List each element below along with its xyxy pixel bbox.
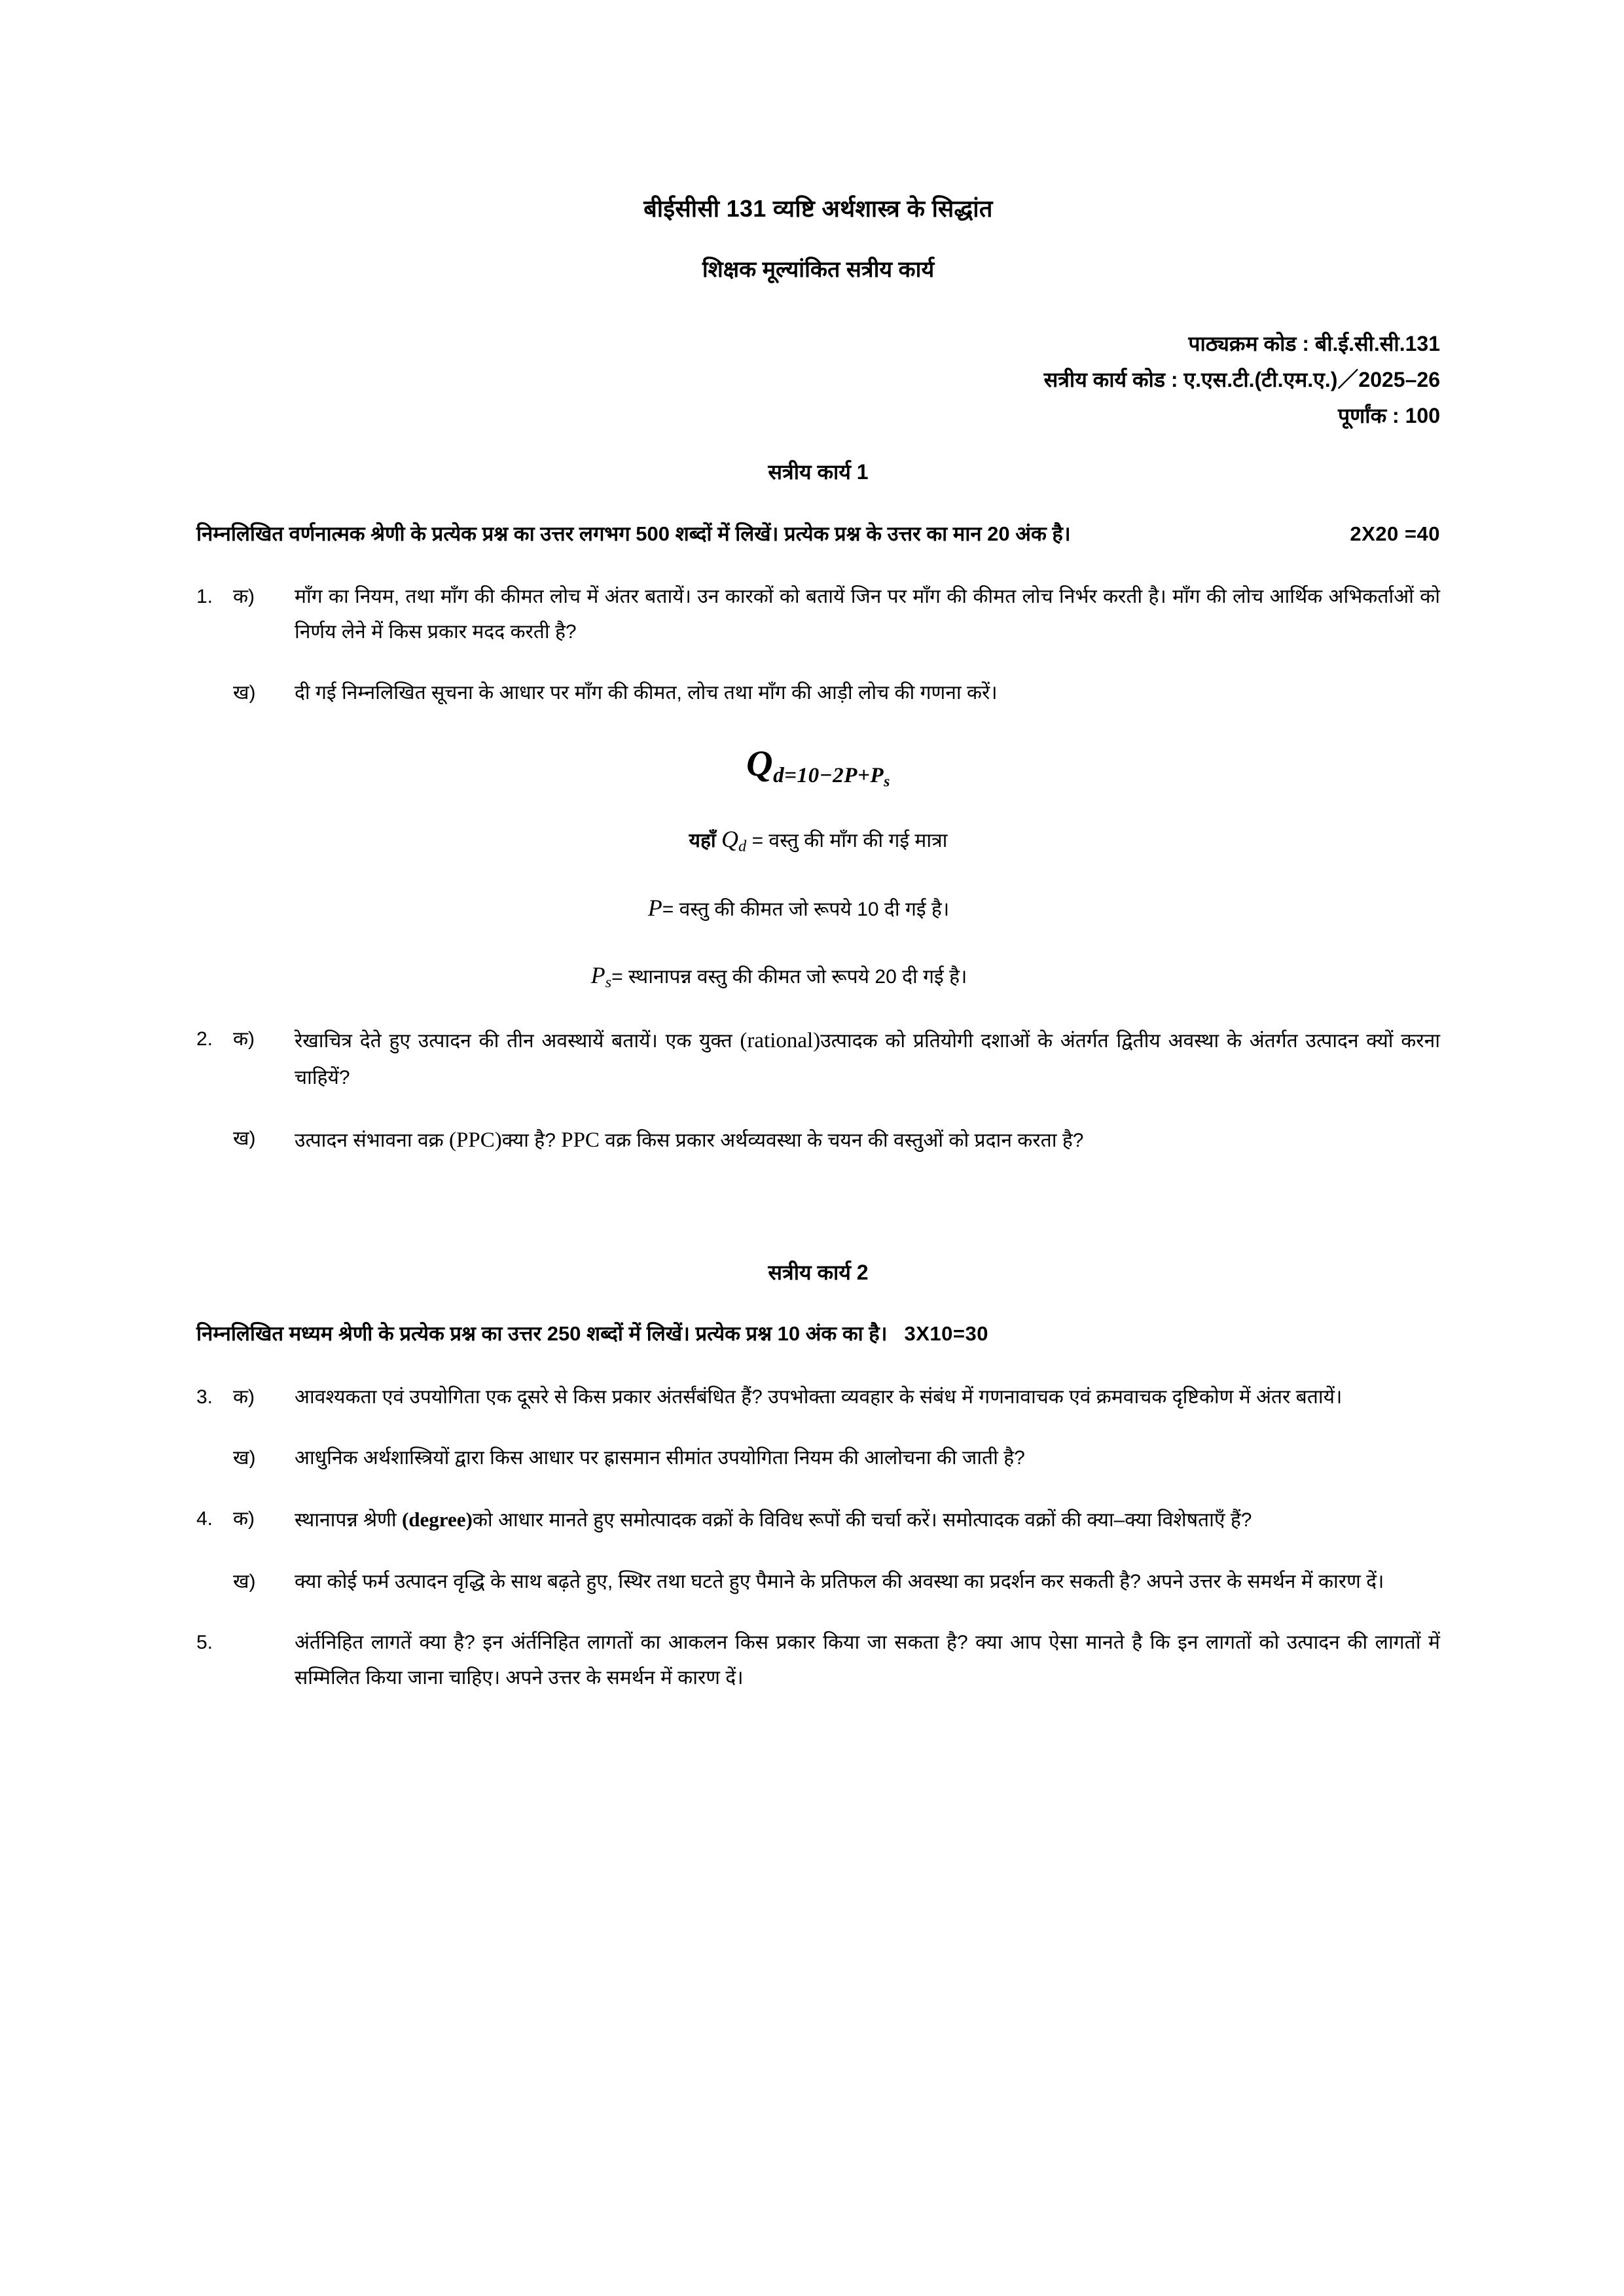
variable-qd-subscript: d xyxy=(738,837,747,855)
assignment-code-line: सत्रीय कार्य कोड : ए.एस.टी.(टी.एम.ए.)／2025–26 xyxy=(1043,367,1440,391)
equation-q-subscript: d=10−2P+P xyxy=(773,762,884,787)
question-2-a xyxy=(196,1022,1440,1095)
document-content xyxy=(196,0,1440,1695)
meta-block xyxy=(196,326,1440,434)
variable-p-description: = वस्तु की कीमत जो रूपये 10 दी गई है। xyxy=(662,898,950,920)
equation-qd-definition xyxy=(196,821,1440,859)
total-marks-line: पूर्णांक : 100 xyxy=(1337,403,1440,427)
question-text: दी गई निम्नलिखित सूचना के आधार पर माँग की कीमत, लोच तथा माँग की आड़ी लोच की गणना करें। xyxy=(295,681,998,704)
question-text: माँग का नियम, तथा माँग की कीमत लोच में अंतर बतायें। उन कारकों को बतायें जिन पर माँग की कीमत लोच निर्भर करती है। माँग की लोच आर्थिक अभिकर्ताओं को निर्णय लेने में किस प्रकार मदद करती है? xyxy=(295,586,1440,643)
question-text-part-1: रेखाचित्र देते हुए उत्पादन की तीन अवस्थायें बतायें। एक युक्त xyxy=(295,1030,740,1052)
question-2-b xyxy=(196,1121,1440,1160)
assignment-2-instruction-text: निम्नलिखित मध्यम श्रेणी के प्रत्येक प्रश्न का उत्तर 250 शब्दों में लिखें। प्रत्येक प्रश्न 10 अंक का है। xyxy=(196,1321,888,1345)
question-text-part-2: को आधार मानते हुए समोत्पादक वक्रों के विविध रूपों की चर्चा करें। समोत्पादक वक्रों की क्या–क्या विशेषताएँ हैं? xyxy=(472,1509,1252,1532)
question-letter: ख) xyxy=(233,1570,256,1592)
equation-p-definition xyxy=(196,889,1440,927)
question-1-a xyxy=(196,579,1440,649)
variable-p: P xyxy=(647,894,662,921)
question-number: 1. xyxy=(196,586,213,608)
question-letter: क) xyxy=(233,586,255,608)
question-number: 4. xyxy=(196,1508,213,1530)
question-text-part-3: वक्र किस प्रकार अर्थव्यवस्था के चयन की वस्तुओं को प्रदान करता है? xyxy=(599,1130,1084,1151)
question-4-a xyxy=(196,1501,1440,1537)
page-title: बीईसीसी 131 व्यष्टि अर्थशास्त्र के सिद्धांत xyxy=(643,195,993,222)
equation-q-symbol: Q xyxy=(746,744,774,785)
question-letter: क) xyxy=(233,1508,255,1530)
variable-qd xyxy=(721,826,747,855)
variable-ps-letter: P xyxy=(590,962,605,989)
variable-qd-letter: Q xyxy=(721,826,738,853)
question-text: अंर्तनिहित लागतें क्या है? इन अंर्तनिहित लागतों का आकलन किस प्रकार किया जा सकता है? क्या आप ऐसा मानते है कि इन लागतों को उत्पादन की लागतों में सम्मिलित किया जाना चाहिए। अपने उत्तर के समर्थन में कारण दें। xyxy=(295,1632,1440,1689)
question-term-ppc-2: PPC xyxy=(561,1128,600,1152)
question-4-b xyxy=(196,1564,1440,1599)
assignment-2-heading: सत्रीय कार्य 2 xyxy=(768,1260,869,1284)
question-term-rational: (rational) xyxy=(740,1028,821,1052)
where-label: यहाँ xyxy=(689,830,716,852)
question-text xyxy=(295,1022,1440,1095)
assignment-1-heading: सत्रीय कार्य 1 xyxy=(768,459,869,484)
question-letter: क) xyxy=(233,1028,255,1050)
variable-qd-description: = वस्तु की माँग की गई मात्रा xyxy=(751,830,948,852)
assignment-1-marks: 2X20 =40 xyxy=(1350,522,1440,545)
assignment-2-marks: 3X10=30 xyxy=(904,1321,988,1345)
question-text-part-2: उत्पादक को प्रतियोगी दशाओं के अंतर्गत द्वितीय अवस्था के अंतर्गत उत्पादन क्यों करना चाहियें? xyxy=(295,1030,1440,1088)
question-letter: ख) xyxy=(233,681,256,704)
question-text: आवश्यकता एवं उपयोगिता एक दूसरे से किस प्रकार अंतर्संबंधित हैं? उपभोक्ता व्यवहार के संबंध में गणनावाचक एवं क्रमवाचक दृष्टिकोण में अंतर बतायें। xyxy=(295,1386,1343,1408)
variable-ps-description: = स्थानापन्न वस्तु की कीमत जो रूपये 20 दी गई है। xyxy=(611,966,967,988)
assignment-1-instruction-text: निम्नलिखित वर्णनात्मक श्रेणी के प्रत्येक प्रश्न का उत्तर लगभग 500 शब्दों में लिखें। प्रत्येक प्रश्न के उत्तर का मान 20 अंक है। xyxy=(196,522,1071,545)
question-3-b xyxy=(196,1441,1440,1475)
demand-equation xyxy=(196,743,1440,791)
question-text-part-2: क्या है? xyxy=(501,1130,562,1151)
equation-ps-definition xyxy=(196,957,1440,996)
question-text: आधुनिक अर्थशास्त्रियों द्वारा किस आधार पर ह्रासमान सीमांत उपयोगिता नियम की आलोचना की जाती है? xyxy=(295,1447,1025,1469)
question-term-degree: (degree) xyxy=(401,1508,473,1532)
question-letter: ख) xyxy=(233,1447,256,1469)
question-number: 3. xyxy=(196,1386,213,1408)
question-text-part-1: स्थानापन्न श्रेणी xyxy=(295,1509,402,1532)
variable-ps xyxy=(590,962,612,992)
question-3-a xyxy=(196,1380,1440,1414)
question-text: क्या कोई फर्म उत्पादन वृद्धि के साथ बढ़ते हुए, स्थिर तथा घटते हुए पैमाने के प्रतिफल की अवस्था का प्रदर्शन कर सकती है? अपने उत्तर के समर्थन में कारण दें। xyxy=(295,1570,1384,1592)
question-5 xyxy=(196,1625,1440,1695)
question-letter: ख) xyxy=(233,1128,256,1149)
question-1-b xyxy=(196,675,1440,710)
equation-q-subscript-tail: s xyxy=(884,773,890,791)
page-subtitle: शिक्षक मूल्यांकित सत्रीय कार्य xyxy=(702,257,935,282)
assignment-2-instruction xyxy=(196,1315,1440,1354)
question-term-ppc: (PPC) xyxy=(449,1128,502,1152)
assignment-1-instruction xyxy=(196,514,1440,554)
question-number: 5. xyxy=(196,1632,213,1654)
question-number: 2. xyxy=(196,1028,213,1050)
question-text xyxy=(295,1121,1440,1160)
question-letter: क) xyxy=(233,1386,255,1408)
variable-ps-subscript: s xyxy=(605,973,612,992)
question-text-part-1: उत्पादन संभावना वक्र xyxy=(295,1130,449,1151)
course-code-line: पाठ्यक्रम कोड : बी.ई.सी.सी.131 xyxy=(1188,331,1440,355)
question-text xyxy=(295,1501,1440,1537)
